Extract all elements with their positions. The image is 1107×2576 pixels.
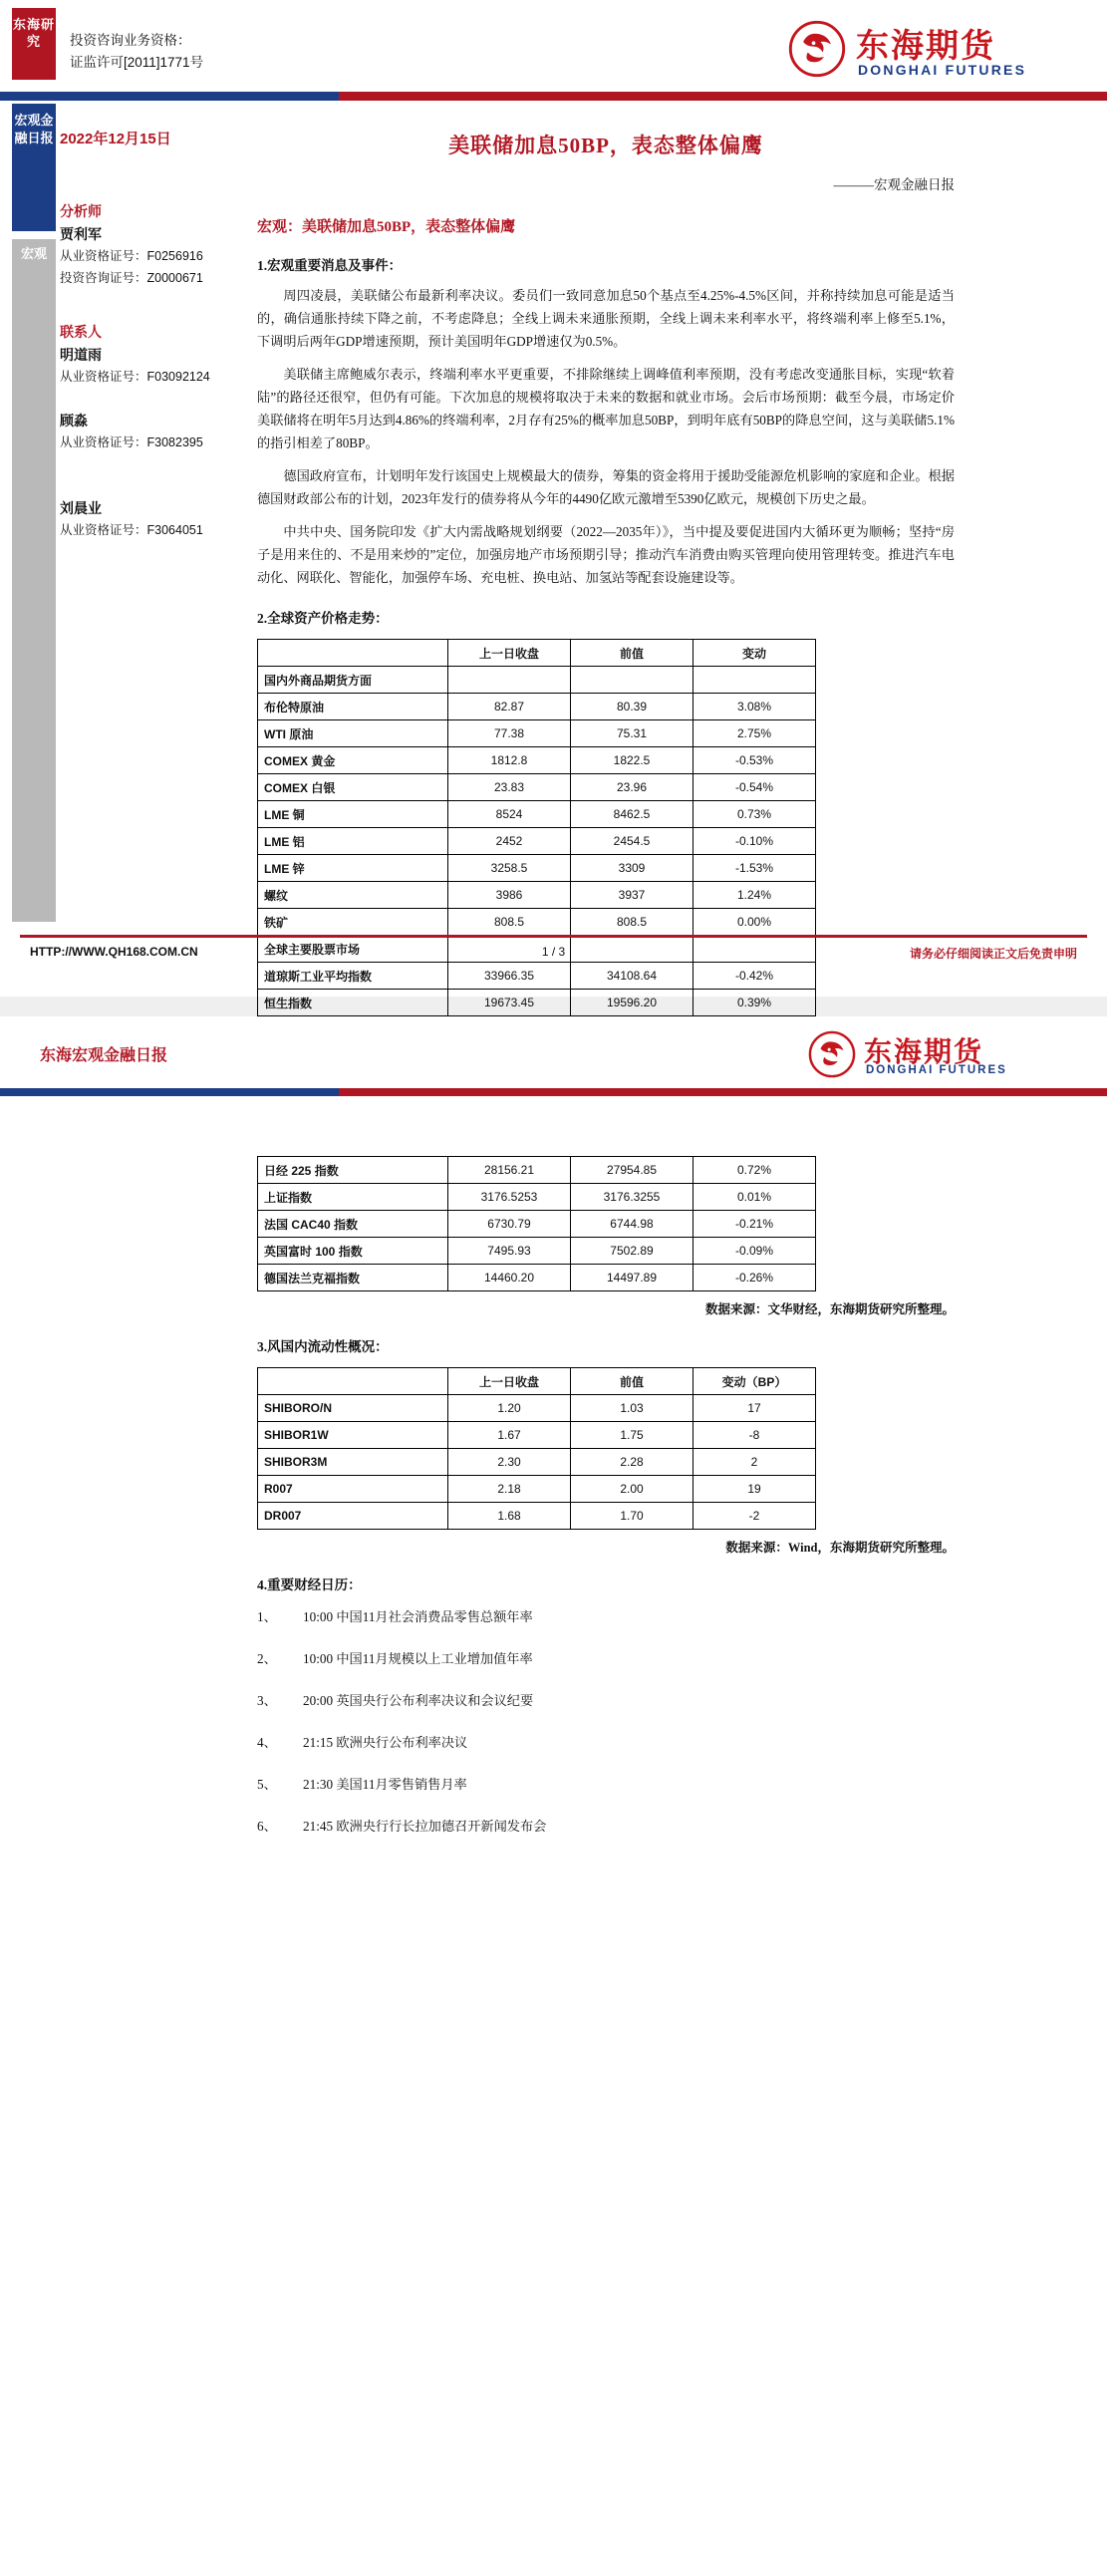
table-row bbox=[258, 990, 816, 1016]
row-label: LME 铝 bbox=[258, 828, 448, 855]
item-number: 1、 bbox=[257, 1609, 277, 1624]
row-label: SHIBOR3M bbox=[258, 1449, 448, 1476]
row-prev: 75.31 bbox=[571, 720, 693, 747]
divider-blue bbox=[0, 92, 339, 101]
row-close: 8524 bbox=[448, 801, 571, 828]
economic-calendar bbox=[257, 1607, 955, 1837]
section-1-heading: 1.宏观重要消息及事件： bbox=[257, 258, 403, 273]
analyst-cert-2-0: 从业资格证号：F3082395 bbox=[60, 435, 203, 449]
row-label: R007 bbox=[258, 1476, 448, 1503]
header-divider bbox=[0, 92, 1107, 101]
th-blank bbox=[258, 1368, 448, 1395]
row-chg: 1.24% bbox=[693, 882, 816, 909]
group-label-equities: 全球主要股票市场 bbox=[258, 936, 448, 963]
divider-red bbox=[339, 1088, 1107, 1096]
row-close: 3176.5253 bbox=[448, 1184, 571, 1211]
row-chg: 0.01% bbox=[693, 1184, 816, 1211]
row-label: SHIBOR1W bbox=[258, 1422, 448, 1449]
th-prev: 前值 bbox=[571, 640, 693, 667]
table-row bbox=[258, 1449, 816, 1476]
page-1 bbox=[0, 0, 1107, 1010]
row-prev: 80.39 bbox=[571, 694, 693, 720]
row-prev: 34108.64 bbox=[571, 963, 693, 990]
row-prev: 808.5 bbox=[571, 909, 693, 936]
group-cell-b bbox=[571, 667, 693, 694]
table-row bbox=[258, 1395, 816, 1422]
paragraph-4: 中共中央、国务院印发《扩大内需战略规划纲要（2022—2035年）》，当中提及要促进国内大循环更为顺畅；坚持“房子是用来住的、不是用来炒的”定位，加强房地产市场预期引导；推动汽车消费由购买管理向使用管理转变。推进汽车电动化、网联化、智能化，加强停车场、充电桩、换电站、加氢站等配套设施建设等。 bbox=[257, 524, 955, 585]
row-close: 1.68 bbox=[448, 1503, 571, 1530]
th-blank bbox=[258, 640, 448, 667]
item-number: 4、 bbox=[257, 1735, 277, 1750]
row-label: 上证指数 bbox=[258, 1184, 448, 1211]
page-2 bbox=[0, 1016, 1107, 2556]
row-prev: 1.03 bbox=[571, 1395, 693, 1422]
page-2-divider bbox=[0, 1088, 1107, 1096]
footer-divider bbox=[20, 935, 1087, 938]
table-header-row bbox=[258, 640, 816, 667]
th-close: 上一日收盘 bbox=[448, 640, 571, 667]
analyst-cert-0-0: 从业资格证号：F0256916 bbox=[60, 249, 203, 263]
table-row bbox=[258, 1503, 816, 1530]
row-prev: 7502.89 bbox=[571, 1238, 693, 1265]
bull-logo-icon bbox=[788, 20, 846, 78]
row-prev: 3176.3255 bbox=[571, 1184, 693, 1211]
row-chg: -2 bbox=[693, 1503, 816, 1530]
row-chg: -8 bbox=[693, 1422, 816, 1449]
table-row bbox=[258, 1422, 816, 1449]
row-chg: 0.73% bbox=[693, 801, 816, 828]
page-subtitle: ———宏观金融日报 bbox=[833, 177, 955, 192]
row-chg: 19 bbox=[693, 1476, 816, 1503]
table-row bbox=[258, 1238, 816, 1265]
brand-name-en: DONGHAI FUTURES bbox=[866, 1064, 1007, 1076]
th-chg: 变动 bbox=[693, 640, 816, 667]
list-item bbox=[257, 1607, 955, 1627]
analyst-name-1: 明道雨 bbox=[60, 347, 102, 363]
paragraph-1: 周四凌晨，美联储公布最新利率决议。委员们一致同意加息50个基点至4.25%-4.5%区间，并称持续加息可能是适当的，确信通胀持续下降之前，不考虑降息；全线上调未来通胀预期，全线上调未来利率水平，将终端利率上修至5.1%，下调明后两年GDP增速预期，预计美国明年GDP增速仅为0.5%。 bbox=[257, 288, 955, 349]
brand-name-en: DONGHAI FUTURES bbox=[858, 62, 1027, 78]
group-cell-a bbox=[448, 667, 571, 694]
section-3-heading: 3.风国内流动性概况： bbox=[257, 1339, 389, 1354]
row-prev: 6744.98 bbox=[571, 1211, 693, 1238]
qualification-line-2: 证监许可[2011]1771号 bbox=[70, 55, 204, 70]
group-cell-c bbox=[693, 667, 816, 694]
row-chg: -0.09% bbox=[693, 1238, 816, 1265]
row-close: 19673.45 bbox=[448, 990, 571, 1016]
lead-heading: 宏观：美联储加息50BP，表态整体偏鹰 bbox=[257, 219, 516, 235]
paragraph-3: 德国政府宣布，计划明年发行该国史上规模最大的债券，筹集的资金将用于援助受能源危机影响的家庭和企业。根据德国财政部公布的计划，2023年发行的债券将从今年的4490亿欧元激增至5390亿欧元，规模创下历史之最。 bbox=[257, 468, 955, 506]
item-number: 2、 bbox=[257, 1651, 277, 1666]
row-label: COMEX 黄金 bbox=[258, 747, 448, 774]
list-item bbox=[257, 1775, 955, 1795]
analyst-cert-3-0: 从业资格证号：F3064051 bbox=[60, 523, 203, 537]
row-prev: 1822.5 bbox=[571, 747, 693, 774]
row-close: 3258.5 bbox=[448, 855, 571, 882]
list-item bbox=[257, 1733, 955, 1753]
table-header-row bbox=[258, 1368, 816, 1395]
item-text: 21:15 欧洲央行公布利率决议 bbox=[303, 1735, 468, 1750]
section-4-heading: 4.重要财经日历： bbox=[257, 1577, 362, 1592]
row-chg: 0.00% bbox=[693, 909, 816, 936]
analyst-name-0: 贾利军 bbox=[60, 226, 102, 242]
global-asset-table bbox=[257, 639, 816, 1016]
row-label: LME 锌 bbox=[258, 855, 448, 882]
bull-logo-icon bbox=[808, 1030, 856, 1078]
row-prev: 1.70 bbox=[571, 1503, 693, 1530]
section-2-heading: 2.全球资产价格走势： bbox=[257, 611, 389, 626]
table-row bbox=[258, 694, 816, 720]
row-chg: -0.54% bbox=[693, 774, 816, 801]
item-number: 3、 bbox=[257, 1693, 277, 1708]
row-close: 1.67 bbox=[448, 1422, 571, 1449]
row-chg: 0.72% bbox=[693, 1157, 816, 1184]
th-chg-bp: 变动（BP） bbox=[693, 1368, 816, 1395]
row-prev: 3937 bbox=[571, 882, 693, 909]
list-item bbox=[257, 1649, 955, 1669]
brand-name-cn: 东海期货 bbox=[864, 1036, 984, 1067]
item-text: 10:00 中国11月规模以上工业增加值年率 bbox=[303, 1651, 533, 1666]
item-text: 20:00 英国央行公布利率决议和会议纪要 bbox=[303, 1693, 534, 1708]
row-chg: 0.39% bbox=[693, 990, 816, 1016]
rail-red-label: 东海研究 bbox=[12, 8, 56, 80]
row-prev: 1.75 bbox=[571, 1422, 693, 1449]
list-item bbox=[257, 1817, 955, 1837]
row-label: DR007 bbox=[258, 1503, 448, 1530]
table-row bbox=[258, 1211, 816, 1238]
table-row bbox=[258, 774, 816, 801]
row-chg: -0.10% bbox=[693, 828, 816, 855]
spacer-1 bbox=[60, 290, 234, 312]
index-table bbox=[257, 1156, 816, 1291]
row-label: 德国法兰克福指数 bbox=[258, 1265, 448, 1291]
table-row bbox=[258, 909, 816, 936]
table-row bbox=[258, 855, 816, 882]
analyst-role-label: 分析师 bbox=[60, 203, 102, 219]
analyst-cert-0-1: 投资咨询证号：Z0000671 bbox=[60, 271, 203, 285]
company-logo bbox=[788, 16, 1087, 86]
table-group-row bbox=[258, 667, 816, 694]
row-label: WTI 原油 bbox=[258, 720, 448, 747]
row-prev: 19596.20 bbox=[571, 990, 693, 1016]
row-prev: 3309 bbox=[571, 855, 693, 882]
report-date: 2022年12月15日 bbox=[60, 131, 171, 147]
th-close: 上一日收盘 bbox=[448, 1368, 571, 1395]
row-chg: -0.42% bbox=[693, 963, 816, 990]
row-label: 道琼斯工业平均指数 bbox=[258, 963, 448, 990]
analyst-cert-1-0: 从业资格证号：F03092124 bbox=[60, 370, 210, 384]
row-chg: -0.21% bbox=[693, 1211, 816, 1238]
row-prev: 2.28 bbox=[571, 1449, 693, 1476]
qualification-line-1: 投资咨询业务资格： bbox=[70, 33, 191, 48]
footer-page-number: 1 / 3 bbox=[541, 945, 566, 959]
index-table-source: 数据来源：文华财经，东海期货研究所整理。 bbox=[704, 1302, 955, 1316]
row-close: 23.83 bbox=[448, 774, 571, 801]
row-close: 1.20 bbox=[448, 1395, 571, 1422]
analyst-name-3: 刘晨业 bbox=[60, 500, 102, 516]
report-body bbox=[257, 130, 955, 1016]
row-close: 2.30 bbox=[448, 1449, 571, 1476]
divider-blue bbox=[0, 1088, 339, 1096]
page-title: 美联储加息50BP，表态整体偏鹰 bbox=[448, 134, 763, 157]
row-close: 82.87 bbox=[448, 694, 571, 720]
divider-red bbox=[339, 92, 1107, 101]
row-chg: 2 bbox=[693, 1449, 816, 1476]
row-close: 6730.79 bbox=[448, 1211, 571, 1238]
th-prev: 前值 bbox=[571, 1368, 693, 1395]
row-label: COMEX 白银 bbox=[258, 774, 448, 801]
row-chg: -0.26% bbox=[693, 1265, 816, 1291]
spacer-3 bbox=[60, 454, 234, 476]
table-row bbox=[258, 882, 816, 909]
footer-disclaimer: 请务必仔细阅读正文后免责申明 bbox=[909, 947, 1077, 961]
spacer-2 bbox=[60, 389, 234, 411]
row-close: 2.18 bbox=[448, 1476, 571, 1503]
row-label: 布伦特原油 bbox=[258, 694, 448, 720]
table-row bbox=[258, 1157, 816, 1184]
brand-name-cn: 东海期货 bbox=[856, 27, 995, 64]
footer-url[interactable]: HTTP://WWW.QH168.COM.CN bbox=[30, 945, 198, 959]
row-chg: 17 bbox=[693, 1395, 816, 1422]
row-label: 英国富时 100 指数 bbox=[258, 1238, 448, 1265]
item-text: 21:30 美国11月零售销售月率 bbox=[303, 1777, 467, 1792]
rail-gray-label: 宏观 bbox=[12, 239, 56, 922]
liquidity-table-source: 数据来源：Wind，东海期货研究所整理。 bbox=[725, 1541, 955, 1555]
row-chg: -1.53% bbox=[693, 855, 816, 882]
left-rail bbox=[0, 0, 56, 917]
table-row bbox=[258, 720, 816, 747]
table-row bbox=[258, 801, 816, 828]
analyst-name-2: 顾淼 bbox=[60, 413, 88, 429]
table-row bbox=[258, 828, 816, 855]
table-row bbox=[258, 963, 816, 990]
table-row bbox=[258, 747, 816, 774]
qualification-block bbox=[70, 30, 203, 74]
item-number: 6、 bbox=[257, 1819, 277, 1834]
row-label: 日经 225 指数 bbox=[258, 1157, 448, 1184]
row-prev: 27954.85 bbox=[571, 1157, 693, 1184]
row-prev: 2454.5 bbox=[571, 828, 693, 855]
row-close: 14460.20 bbox=[448, 1265, 571, 1291]
row-label: 法国 CAC40 指数 bbox=[258, 1211, 448, 1238]
list-item bbox=[257, 1691, 955, 1711]
row-close: 33966.35 bbox=[448, 963, 571, 990]
row-prev: 2.00 bbox=[571, 1476, 693, 1503]
row-prev: 23.96 bbox=[571, 774, 693, 801]
liquidity-table bbox=[257, 1367, 816, 1530]
table-row bbox=[258, 1476, 816, 1503]
row-label: 螺纹 bbox=[258, 882, 448, 909]
row-close: 1812.8 bbox=[448, 747, 571, 774]
page-2-header-title: 东海宏观金融日报 bbox=[40, 1047, 168, 1064]
group-label-commodities: 国内外商品期货方面 bbox=[258, 667, 448, 694]
item-text: 21:45 欧洲央行行长拉加德召开新闻发布会 bbox=[303, 1819, 547, 1834]
item-number: 5、 bbox=[257, 1777, 277, 1792]
row-prev: 14497.89 bbox=[571, 1265, 693, 1291]
row-chg: 2.75% bbox=[693, 720, 816, 747]
row-chg: 3.08% bbox=[693, 694, 816, 720]
page-2-body bbox=[257, 1126, 955, 1859]
row-close: 77.38 bbox=[448, 720, 571, 747]
row-label: SHIBORO/N bbox=[258, 1395, 448, 1422]
rail-blue-label: 宏观金融日报 bbox=[12, 104, 56, 231]
company-logo-small bbox=[808, 1028, 1067, 1084]
row-close: 7495.93 bbox=[448, 1238, 571, 1265]
row-prev: 8462.5 bbox=[571, 801, 693, 828]
table-row bbox=[258, 1265, 816, 1291]
row-close: 2452 bbox=[448, 828, 571, 855]
row-label: LME 铜 bbox=[258, 801, 448, 828]
row-close: 808.5 bbox=[448, 909, 571, 936]
paragraph-2: 美联储主席鲍威尔表示，终端利率水平更重要，不排除继续上调峰值利率预期，没有考虑改变通胀目标，实现“软着陆”的路径还很窄，但仍有可能。下次加息的规模将取决于未来的数据和就业市场。会后市场预期：截至今晨，市场定价美联储将在明年5月达到4.86%的终端利率，2月存有25%的概率加息50BP，到明年底有50BP的降息空间，这与美联储5.1%的指引相差了80BP。 bbox=[257, 367, 955, 450]
contact-role-label: 联系人 bbox=[60, 324, 102, 340]
row-chg: -0.53% bbox=[693, 747, 816, 774]
analyst-column bbox=[60, 130, 234, 542]
spacer-4 bbox=[60, 476, 234, 498]
table-row bbox=[258, 1184, 816, 1211]
item-text: 10:00 中国11月社会消费品零售总额年率 bbox=[303, 1609, 533, 1624]
row-label: 恒生指数 bbox=[258, 990, 448, 1016]
row-label: 铁矿 bbox=[258, 909, 448, 936]
row-close: 28156.21 bbox=[448, 1157, 571, 1184]
row-close: 3986 bbox=[448, 882, 571, 909]
